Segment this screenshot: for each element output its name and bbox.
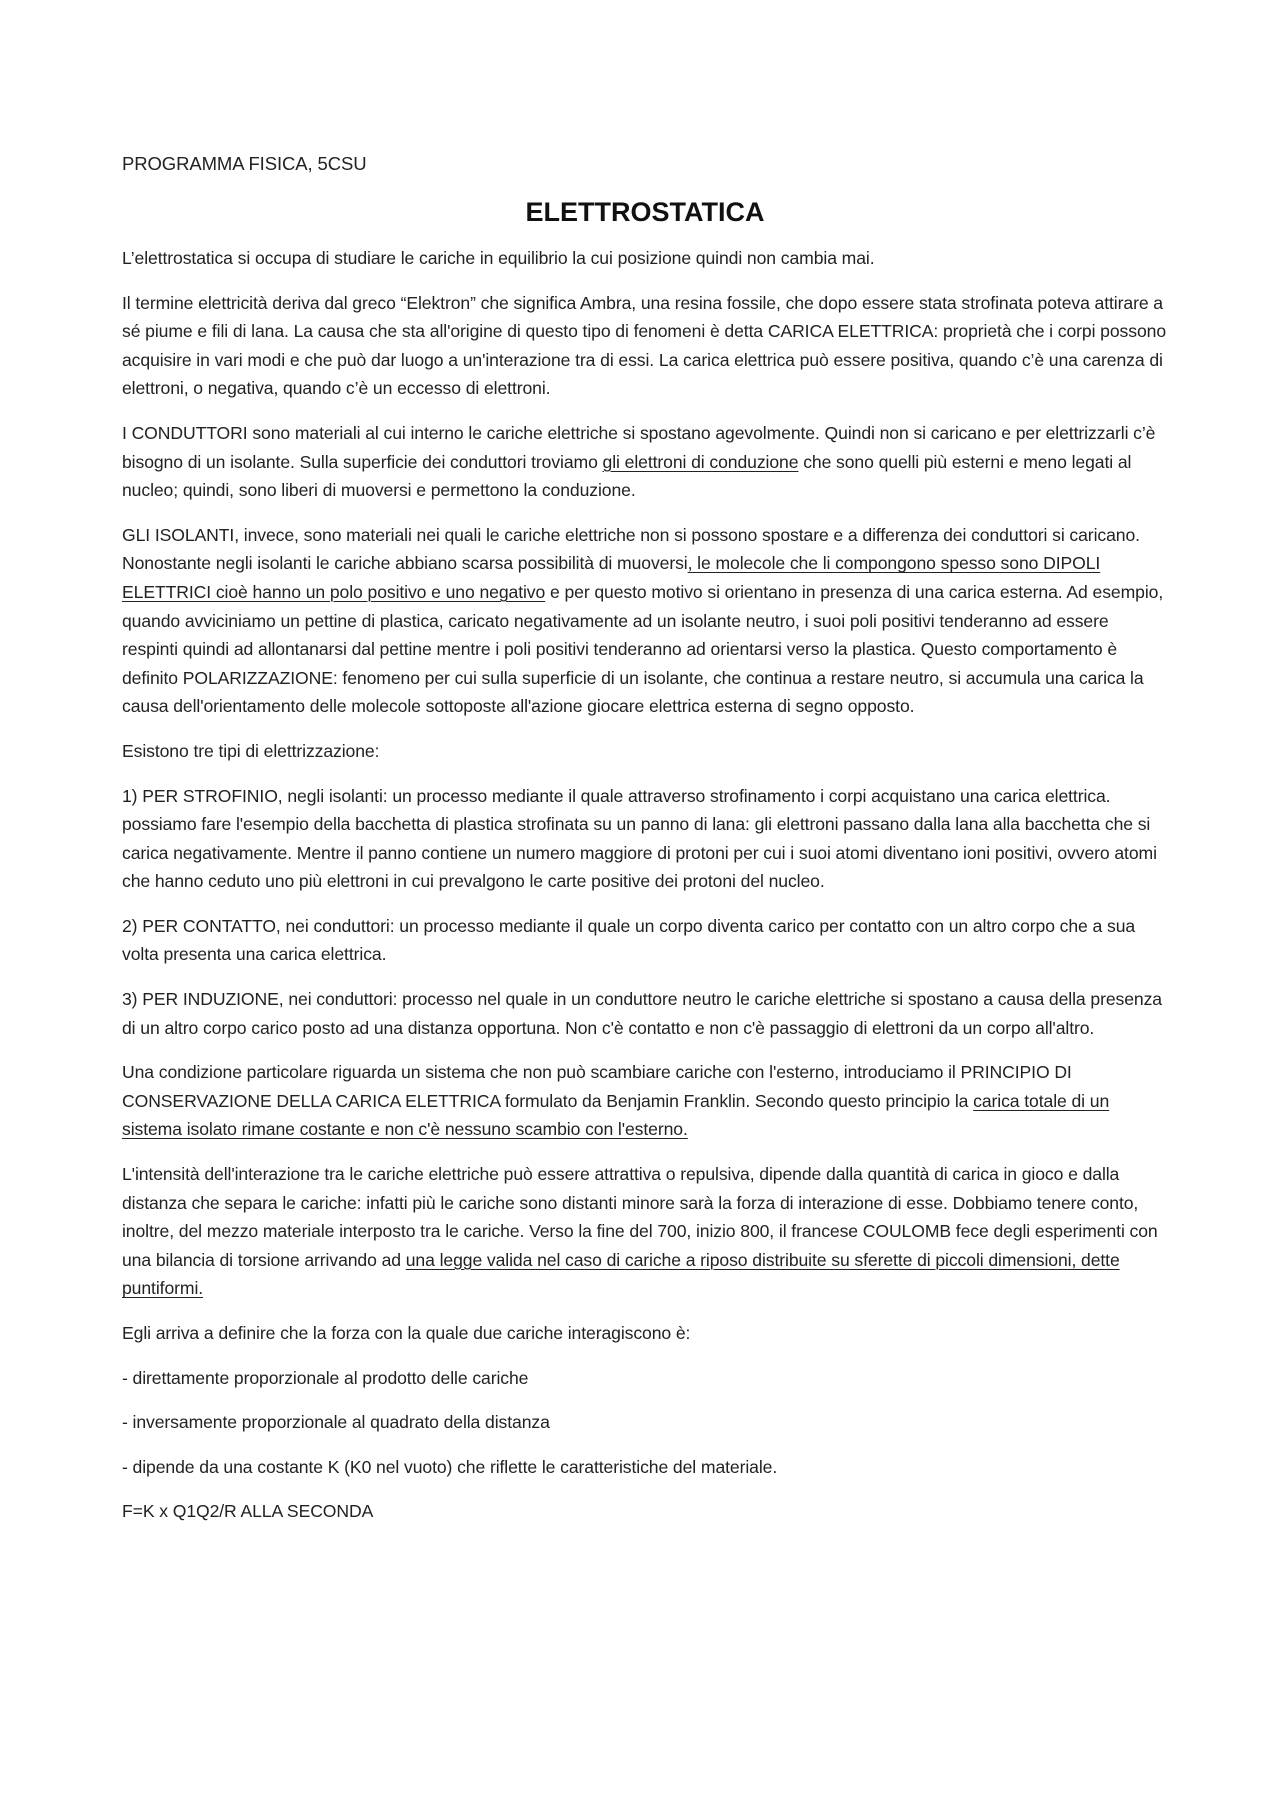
underlined-text: una legge valida nel caso di cariche a riposo distribuite su sferette di piccoli dimensioni, dette puntiformi.: [122, 1249, 1120, 1299]
text-run: che sono quelli più esterni e meno legati al nucleo; quindi, sono liberi di muovers​i e permettono la conduzione.: [122, 451, 1132, 501]
text-run: Una condizione particolare riguarda un sistema che non può scambiare cariche con l'esterno, introduciamo il PRINCIPIO DI CONSERVAZIONE DELLA CARICA ELETTRICA formulato da Benjamin Franklin. Secondo questo principio la: [122, 1062, 1072, 1111]
document-header: PROGRAMMA FISICA, 5CSU: [122, 153, 367, 174]
text-run: e per questo motivo si orientano in presenza di una carica esterna. Ad esempio, quando avviciniamo un pettine di plastica, caricato negativamente ad un isolante neutro, i suoi poli positivi tenderanno ad essere respinti quindi ad allontanarsi dal pettine mentre i poli positivi tenderanno ad orientarsi verso la plastica. Questo comportamento è definito POLARIZZAZIONE: fenomeno per cui sulla superficie di un isolante, che continua a restare neutro, si accumula una carica la causa dell'orientamento delle molecole sottoposte all'azione giocare elettrica esterna di segno opposto.: [122, 581, 1164, 717]
document-title: ELETTROSTATICA: [525, 197, 765, 227]
paragraph-strofinio: 1) PER STROFINIO, negli isolanti: un processo mediante il quale attraverso strofinamento i corpi acquistano una carica elettrica. possiamo fare l'esempio della bacchetta di plastica strofinata su un panno di lana: gli elettroni passano dalla lana alla bacchetta che si carica negativamente. Mentre il panno contiene un numero maggiore di protoni per cui i suoi atomi diventano ioni positivi, ovvero atomi che hanno ceduto uno più elettroni in cui prevalgono le carte positive dei protoni del nucleo.: [122, 785, 1157, 892]
paragraph-coulomb: [122, 1160, 1168, 1303]
formula-coulomb: F=K x Q1Q2/R ALLA SECONDA: [122, 1501, 374, 1522]
list-item-proporzionale-prodotto: - direttamente proporzionale al prodotto delle cariche: [122, 1367, 529, 1388]
paragraph-induzione: 3) PER INDUZIONE, nei conduttori: processo nel quale in un conduttore neutro le cariche elettriche si spostano a causa della presenza di un altro corpo carico posto ad una distanza opportuna. Non c'è contatto e non c'è passaggio di elettroni da un corpo all'altro.: [122, 989, 1162, 1038]
text-run: GLI ISOLANTI, invece, sono materiali nei quali le cariche elettriche non si possono spostare e a differenza dei conduttori si caricano. Nonostante negli isolanti le cariche abbiano scarsa possibilità di muoversi: [122, 524, 1140, 574]
text-run: I CONDUTTORI sono materiali al cui interno le cariche elettriche si spostano agevolmente. Quindi non si caricano e per elettrizzarli c’è bisogno di un isolante. Sulla superficie dei conduttori troviamo: [122, 422, 1156, 472]
paragraph-conduttori: [122, 419, 1168, 505]
underlined-text: , le molecole che li compongono spesso sono DIPOLI ELETTRICI cioè hanno un polo positivo e uno negativo: [122, 553, 1101, 602]
paragraph-conservazione: [122, 1058, 1168, 1144]
paragraph-carica-elettrica: Il termine elettricità deriva dal greco “Elektron” che significa Ambra, una resina fossile, che dopo essere stata strofinata poteva attirare a sé piume e fili di lana. La causa che sta all'origine di questo tipo di fenomeni è detta CARICA ELETTRICA: proprietà che i corpi possono acquisire in vari modi e che può dar luogo a un'interazione tra di essi. La carica elettrica può essere positiva, quando c’è una carenza di elettroni, o negativa, quando c’è un eccesso di elettroni.: [122, 292, 1167, 399]
paragraph-isolanti: [122, 521, 1168, 721]
underlined-text: carica totale di un sistema isolato rimane costante e non c'è nessuno scambio con l'esterno.: [122, 1090, 1110, 1140]
text-run: L'intensità dell'interazione tra le cariche elettriche può essere attrattiva o repulsiva, dipende dalla quantità di carica in gioco e dalla distanza che separa le cariche: infatti più le cariche sono distanti minore sarà la forza di interazione di esse. Dobbiamo tenere conto, inoltre, del mezzo materiale interposto tra le cariche. Verso la fine del 700, inizio 800, il francese COULOMB fece degli esperimenti con una bilancia di torsione arrivando ad: [122, 1164, 1158, 1270]
paragraph-tipi-elettrizzazione: Esistono tre tipi di elettrizzazione:: [122, 740, 380, 761]
paragraph-contatto: 2) PER CONTATTO, nei conduttori: un processo mediante il quale un corpo diventa carico per contatto con un altro corpo che a sua volta presenta una carica elettrica.: [122, 915, 1136, 965]
underlined-text: gli elettroni di conduzione: [602, 451, 799, 472]
list-item-inversamente-proporzionale: - inversamente proporzionale al quadrato della distanza: [122, 1412, 550, 1433]
paragraph-intro: L’elettrostatica si occupa di studiare le cariche in equilibrio la cui posizione quindi non cambia mai.: [122, 248, 875, 268]
paragraph-forza-definizione: Egli arriva a definire che la forza con la quale due cariche interagiscono è:: [122, 1323, 691, 1343]
list-item-costante-k: - dipende da una costante K (K0 nel vuoto) che riflette le caratteristiche del materiale.: [122, 1456, 778, 1477]
